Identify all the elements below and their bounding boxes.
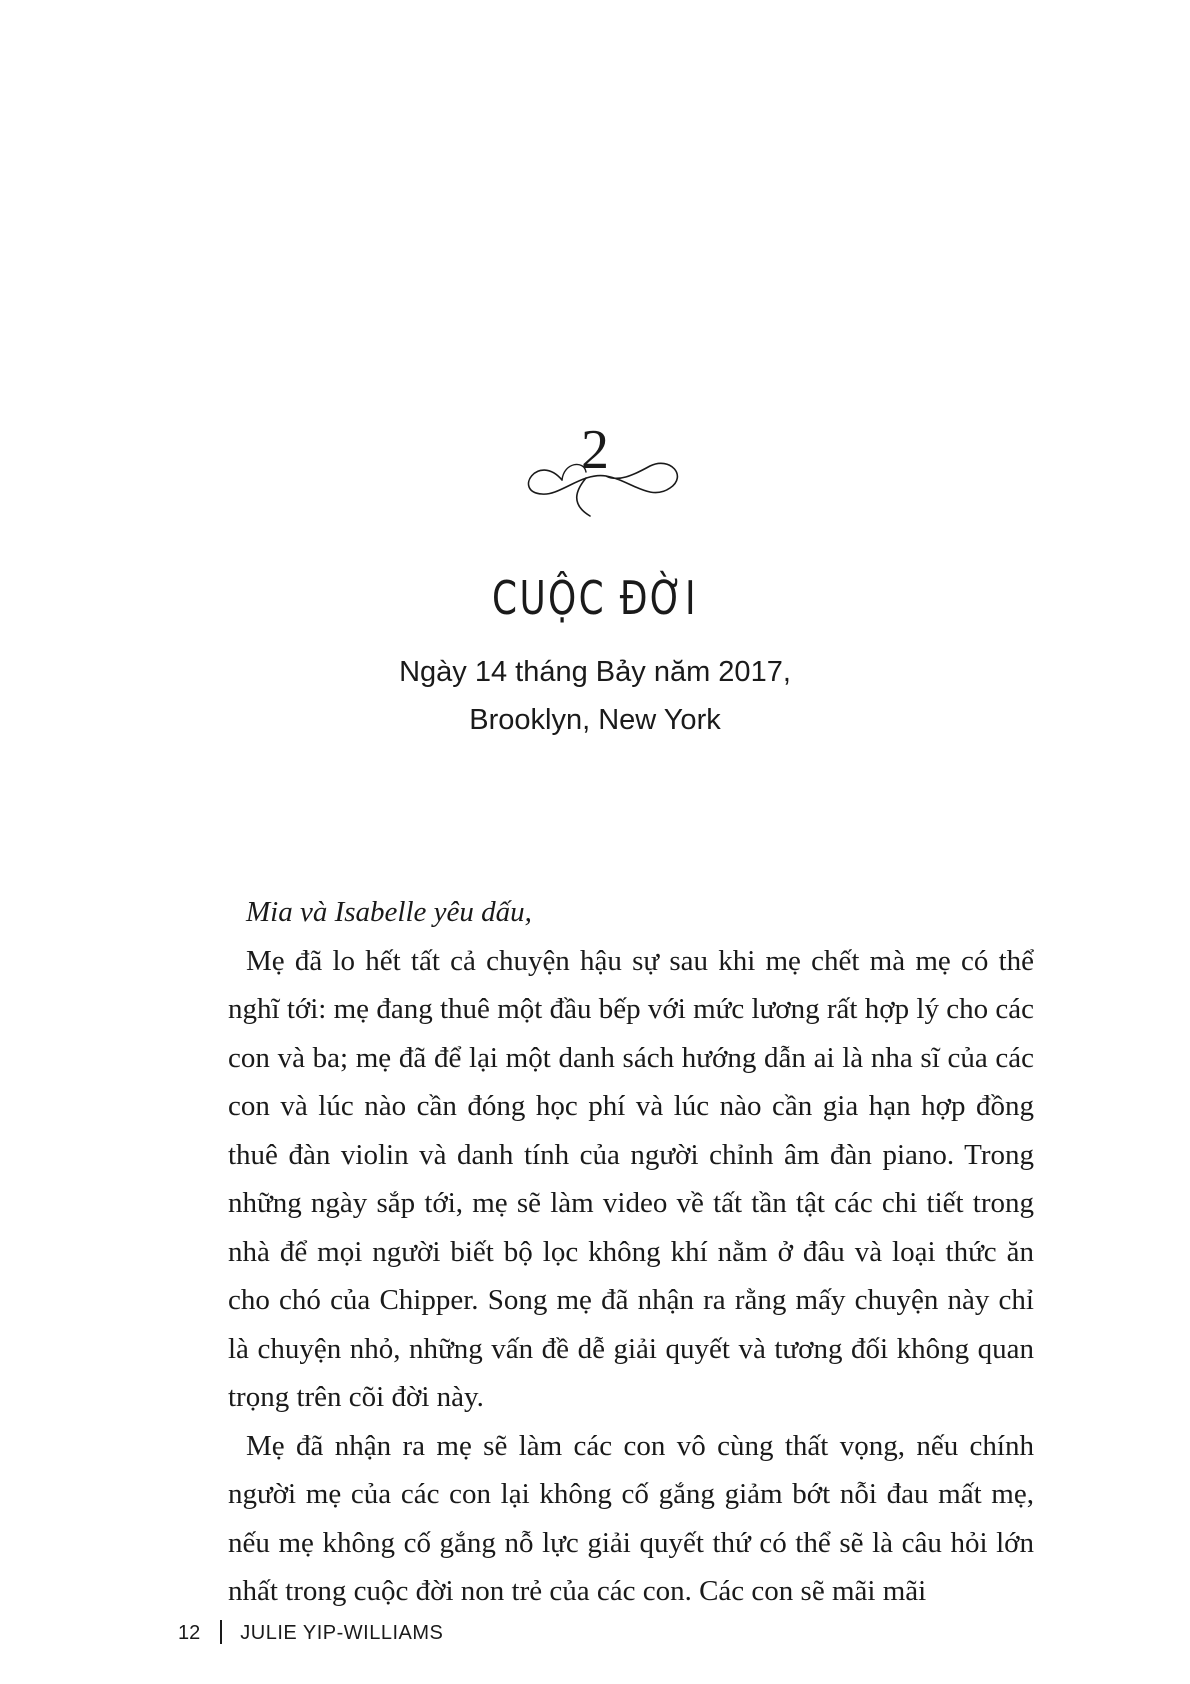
dateline-date: Ngày 14 tháng Bảy năm 2017, [399, 656, 791, 688]
body-paragraph: Mẹ đã nhận ra mẹ sẽ làm các con vô cùng thất vọng, nếu chính người mẹ của các con lại không cố gắng giảm bớt nỗi đau mất mẹ, nếu mẹ không cố gắng nỗ lực giải quyết thứ có thể sẽ là câu hỏi lớn nhất trong cuộc đời non trẻ của các con. Các con sẽ mãi mãi [228, 1429, 1034, 1607]
chapter-dateline [0, 648, 1190, 744]
body-paragraph: Mẹ đã lo hết tất cả chuyện hậu sự sau khi mẹ chết mà mẹ có thể nghĩ tới: mẹ đang thuê một đầu bếp với mức lương rất hợp lý cho các con và ba; mẹ đã để lại một danh sách hướng dẫn ai là nha sĩ của các con và lúc nào cần đóng học phí và lúc nào cần gia hạn hợp đồng thuê đàn violin và danh tính của người chỉnh âm đàn piano. Trong những ngày sắp tới, mẹ sẽ làm video về tất tần tật các chi tiết trong nhà để mọi người biết bộ lọc không khí nằm ở đâu và loại thức ăn cho chó của Chipper. Song mẹ đã nhận ra rằng mấy chuyện này chỉ là chuyện nhỏ, những vấn đề dễ giải quyết và tương đối không quan trọng trên cõi đời này. [228, 944, 1034, 1413]
dateline-place: Brooklyn, New York [469, 704, 721, 736]
running-author: JULIE YIP-WILLIAMS [240, 1622, 444, 1644]
letter-salutation: Mia và Isabelle yêu dấu, [246, 896, 532, 928]
letter-body [228, 888, 1034, 1616]
footer-separator [220, 1620, 222, 1644]
page-number: 12 [178, 1622, 201, 1644]
chapter-title: CUỘC ĐỜI [492, 571, 698, 625]
page-footer [178, 1620, 443, 1646]
chapter-number: 2 [581, 419, 609, 481]
